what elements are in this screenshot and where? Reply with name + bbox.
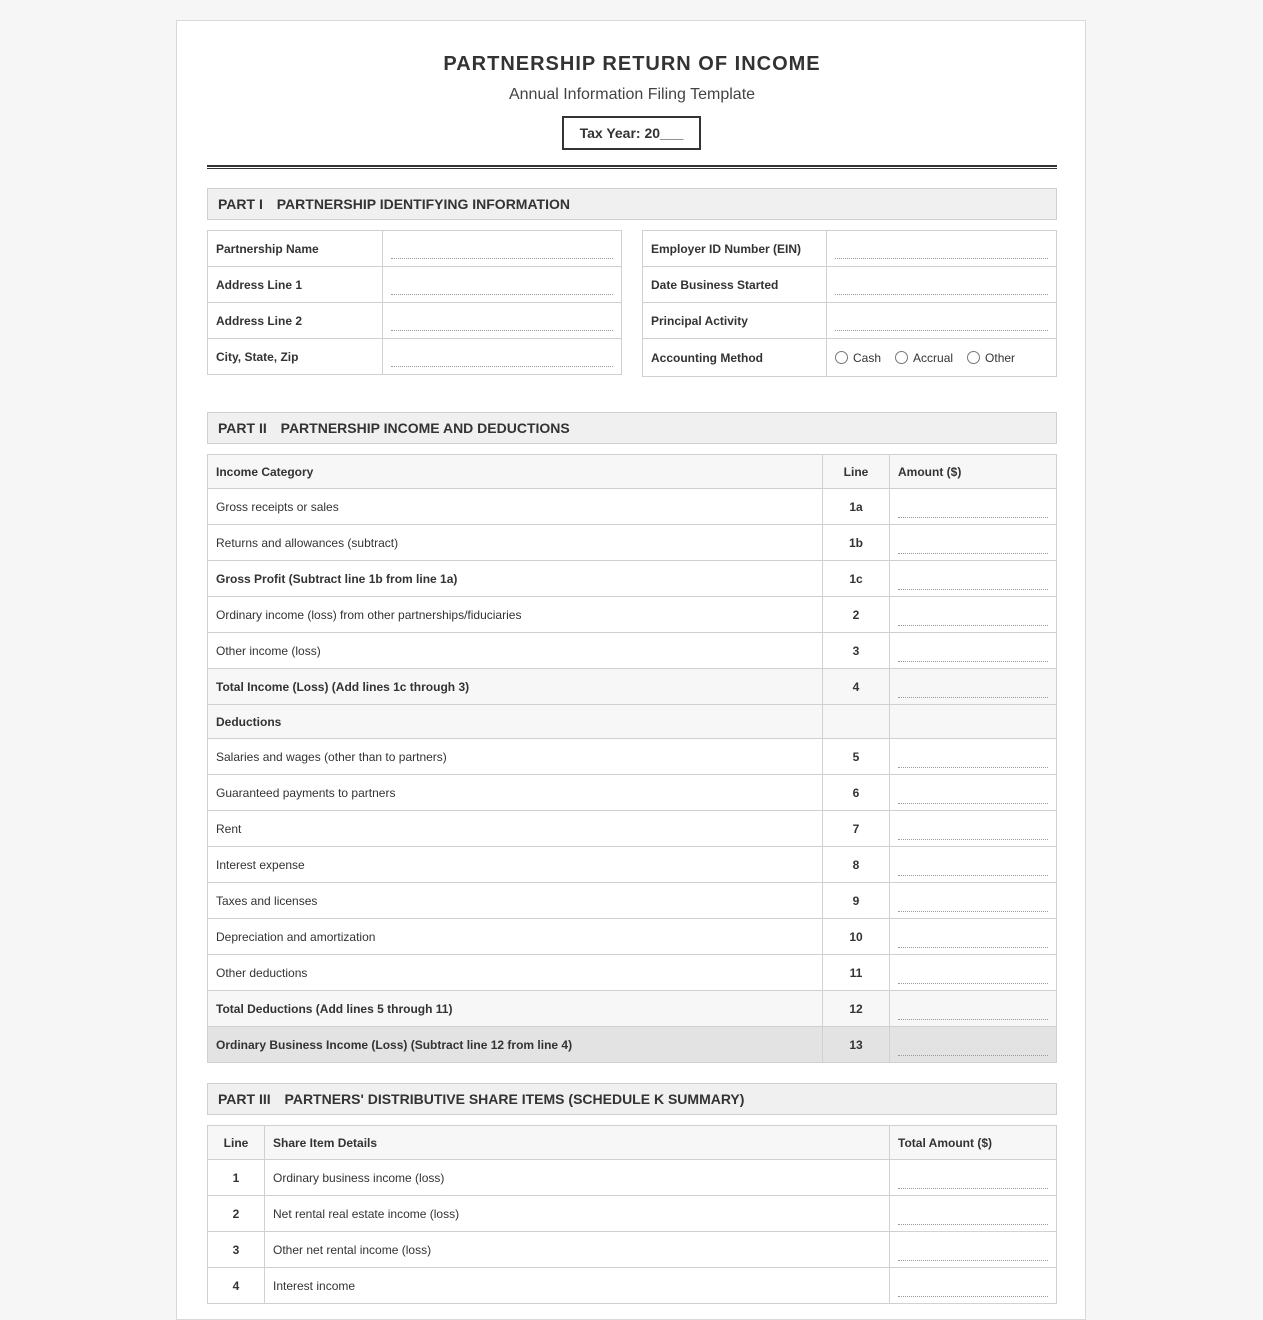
amount-input[interactable] xyxy=(898,1007,1048,1020)
ident-field-input[interactable] xyxy=(391,246,613,259)
amount-input[interactable] xyxy=(898,791,1048,804)
share-line-header: Line xyxy=(208,1126,265,1160)
ident-label: Address Line 2 xyxy=(208,303,383,339)
radio-label: Cash xyxy=(853,350,882,365)
amount-input[interactable] xyxy=(898,755,1048,768)
amount-input[interactable] xyxy=(898,863,1048,876)
amount-input[interactable] xyxy=(898,649,1048,662)
share-amount-cell xyxy=(890,1160,1057,1196)
income-category: Returns and allowances (subtract) xyxy=(208,525,823,561)
income-category: Other deductions xyxy=(208,955,823,991)
share-row xyxy=(208,1268,1057,1304)
part1-title: PARTNERSHIP IDENTIFYING INFORMATION xyxy=(276,196,570,212)
amount-input[interactable] xyxy=(898,577,1048,590)
radio-label: Other xyxy=(985,350,1016,365)
accounting-method-row xyxy=(643,339,1057,377)
part3-label: PART III xyxy=(218,1091,271,1107)
part2-label: PART II xyxy=(218,420,267,436)
share-details-header: Share Item Details xyxy=(265,1126,890,1160)
ident-row xyxy=(208,231,622,267)
line-number: 9 xyxy=(823,883,890,919)
income-row xyxy=(208,1027,1057,1063)
ident-field-input[interactable] xyxy=(835,282,1048,295)
line-number: 8 xyxy=(823,847,890,883)
amount-input[interactable] xyxy=(898,899,1048,912)
distributive-share-table xyxy=(207,1125,1057,1304)
income-row xyxy=(208,597,1057,633)
line-number xyxy=(823,705,890,739)
line-number: 13 xyxy=(823,1027,890,1063)
amount-cell xyxy=(890,669,1057,705)
amount-input[interactable] xyxy=(898,685,1048,698)
line-header: Line xyxy=(823,455,890,489)
amount-header: Amount ($) xyxy=(890,455,1057,489)
ident-field-input[interactable] xyxy=(391,354,613,367)
income-row xyxy=(208,955,1057,991)
share-row xyxy=(208,1196,1057,1232)
line-number: 12 xyxy=(823,991,890,1027)
income-table-header xyxy=(208,455,1057,489)
share-item-label: Net rental real estate income (loss) xyxy=(265,1196,890,1232)
share-row xyxy=(208,1232,1057,1268)
income-row xyxy=(208,633,1057,669)
radio-button[interactable] xyxy=(835,351,848,364)
amount-cell xyxy=(890,739,1057,775)
ident-row xyxy=(208,267,622,303)
accounting-method-options xyxy=(827,339,1057,377)
income-category: Taxes and licenses xyxy=(208,883,823,919)
line-number: 10 xyxy=(823,919,890,955)
amount-cell xyxy=(890,919,1057,955)
amount-cell xyxy=(890,489,1057,525)
part2-header xyxy=(207,412,1057,444)
ident-field-input[interactable] xyxy=(391,318,613,331)
income-category: Guaranteed payments to partners xyxy=(208,775,823,811)
amount-cell xyxy=(890,1027,1057,1063)
ident-field-input[interactable] xyxy=(391,282,613,295)
line-number: 7 xyxy=(823,811,890,847)
income-row xyxy=(208,919,1057,955)
tax-year-box: Tax Year: 20___ xyxy=(562,116,701,150)
ident-row xyxy=(208,339,622,375)
income-category: Salaries and wages (other than to partners) xyxy=(208,739,823,775)
ident-label: Date Business Started xyxy=(643,267,827,303)
ident-row xyxy=(208,303,622,339)
radio-button[interactable] xyxy=(967,351,980,364)
income-row xyxy=(208,991,1057,1027)
line-number: 1c xyxy=(823,561,890,597)
income-row xyxy=(208,669,1057,705)
accounting-method-label: Accounting Method xyxy=(643,339,827,377)
income-category: Deductions xyxy=(208,705,823,739)
document-title: PARTNERSHIP RETURN OF INCOME xyxy=(443,53,821,75)
part2-title: PARTNERSHIP INCOME AND DEDUCTIONS xyxy=(280,420,570,436)
share-item-label: Ordinary business income (loss) xyxy=(265,1160,890,1196)
income-category: Ordinary Business Income (Loss) (Subtract line 12 from line 4) xyxy=(208,1027,823,1063)
part3-header xyxy=(207,1083,1057,1115)
share-amount-input[interactable] xyxy=(898,1212,1048,1225)
share-amount-cell xyxy=(890,1232,1057,1268)
amount-cell xyxy=(890,847,1057,883)
ident-field-cell xyxy=(383,303,622,339)
share-line-number: 2 xyxy=(208,1196,265,1232)
share-line-number: 1 xyxy=(208,1160,265,1196)
income-category: Gross receipts or sales xyxy=(208,489,823,525)
income-category-header: Income Category xyxy=(208,455,823,489)
ident-row xyxy=(643,303,1057,339)
income-row xyxy=(208,811,1057,847)
income-category: Total Income (Loss) (Add lines 1c through 3) xyxy=(208,669,823,705)
income-category: Interest expense xyxy=(208,847,823,883)
ident-label: Partnership Name xyxy=(208,231,383,267)
share-item-label: Other net rental income (loss) xyxy=(265,1232,890,1268)
ident-label: Address Line 1 xyxy=(208,267,383,303)
line-number: 6 xyxy=(823,775,890,811)
share-row xyxy=(208,1160,1057,1196)
line-number: 1b xyxy=(823,525,890,561)
share-amount-input[interactable] xyxy=(898,1284,1048,1297)
ident-field-input[interactable] xyxy=(835,246,1048,259)
income-category: Total Deductions (Add lines 5 through 11) xyxy=(208,991,823,1027)
part3-title: PARTNERS' DISTRIBUTIVE SHARE ITEMS (SCHEDULE K SUMMARY) xyxy=(284,1091,745,1107)
identifying-info-right xyxy=(642,230,1057,377)
part1-header xyxy=(207,188,1057,220)
line-number: 1a xyxy=(823,489,890,525)
income-category: Other income (loss) xyxy=(208,633,823,669)
line-number: 3 xyxy=(823,633,890,669)
income-deductions-table xyxy=(207,454,1057,1063)
ident-field-input[interactable] xyxy=(835,318,1048,331)
income-row xyxy=(208,489,1057,525)
amount-cell xyxy=(890,525,1057,561)
share-table-header xyxy=(208,1126,1057,1160)
ident-field-cell xyxy=(827,231,1057,267)
share-line-number: 3 xyxy=(208,1232,265,1268)
income-row xyxy=(208,705,1057,739)
amount-input[interactable] xyxy=(898,613,1048,626)
ident-label: City, State, Zip xyxy=(208,339,383,375)
share-amount-input[interactable] xyxy=(898,1176,1048,1189)
income-category: Ordinary income (loss) from other partnerships/fiduciaries xyxy=(208,597,823,633)
income-row xyxy=(208,525,1057,561)
share-amount-header: Total Amount ($) xyxy=(890,1126,1057,1160)
income-row xyxy=(208,883,1057,919)
amount-cell xyxy=(890,633,1057,669)
amount-cell xyxy=(890,955,1057,991)
radio-button[interactable] xyxy=(895,351,908,364)
amount-cell xyxy=(890,597,1057,633)
header-divider xyxy=(207,165,1057,167)
share-amount-cell xyxy=(890,1268,1057,1304)
radio-label: Accrual xyxy=(913,350,954,365)
income-category: Depreciation and amortization xyxy=(208,919,823,955)
amount-input[interactable] xyxy=(898,827,1048,840)
identifying-info-left xyxy=(207,230,622,375)
amount-input[interactable] xyxy=(898,935,1048,948)
line-number: 2 xyxy=(823,597,890,633)
income-row xyxy=(208,561,1057,597)
share-amount-cell xyxy=(890,1196,1057,1232)
income-row xyxy=(208,847,1057,883)
ident-label: Principal Activity xyxy=(643,303,827,339)
line-number: 11 xyxy=(823,955,890,991)
document-subtitle: Annual Information Filing Template xyxy=(508,86,756,103)
amount-cell xyxy=(890,991,1057,1027)
income-category: Gross Profit (Subtract line 1b from line 1a) xyxy=(208,561,823,597)
income-row xyxy=(208,739,1057,775)
share-amount-input[interactable] xyxy=(898,1248,1048,1261)
amount-input[interactable] xyxy=(898,1043,1048,1056)
amount-cell xyxy=(890,705,1057,739)
accounting-option-accrual[interactable] xyxy=(895,351,953,365)
accounting-option-other[interactable] xyxy=(967,351,1015,365)
amount-cell xyxy=(890,561,1057,597)
part1-label: PART I xyxy=(218,196,263,212)
ident-label: Employer ID Number (EIN) xyxy=(643,231,827,267)
ident-field-cell xyxy=(827,303,1057,339)
ident-row xyxy=(643,231,1057,267)
header-divider-thin xyxy=(207,168,1057,169)
amount-cell xyxy=(890,811,1057,847)
ident-field-cell xyxy=(383,267,622,303)
amount-cell xyxy=(890,775,1057,811)
amount-cell xyxy=(890,883,1057,919)
ident-field-cell xyxy=(383,231,622,267)
share-line-number: 4 xyxy=(208,1268,265,1304)
income-row xyxy=(208,775,1057,811)
line-number: 5 xyxy=(823,739,890,775)
amount-input[interactable] xyxy=(898,541,1048,554)
form-page xyxy=(176,20,1086,1320)
ident-field-cell xyxy=(827,267,1057,303)
income-category: Rent xyxy=(208,811,823,847)
ident-row xyxy=(643,267,1057,303)
line-number: 4 xyxy=(823,669,890,705)
ident-field-cell xyxy=(383,339,622,375)
share-item-label: Interest income xyxy=(265,1268,890,1304)
amount-input[interactable] xyxy=(898,505,1048,518)
amount-input[interactable] xyxy=(898,971,1048,984)
accounting-option-cash[interactable] xyxy=(835,351,881,365)
